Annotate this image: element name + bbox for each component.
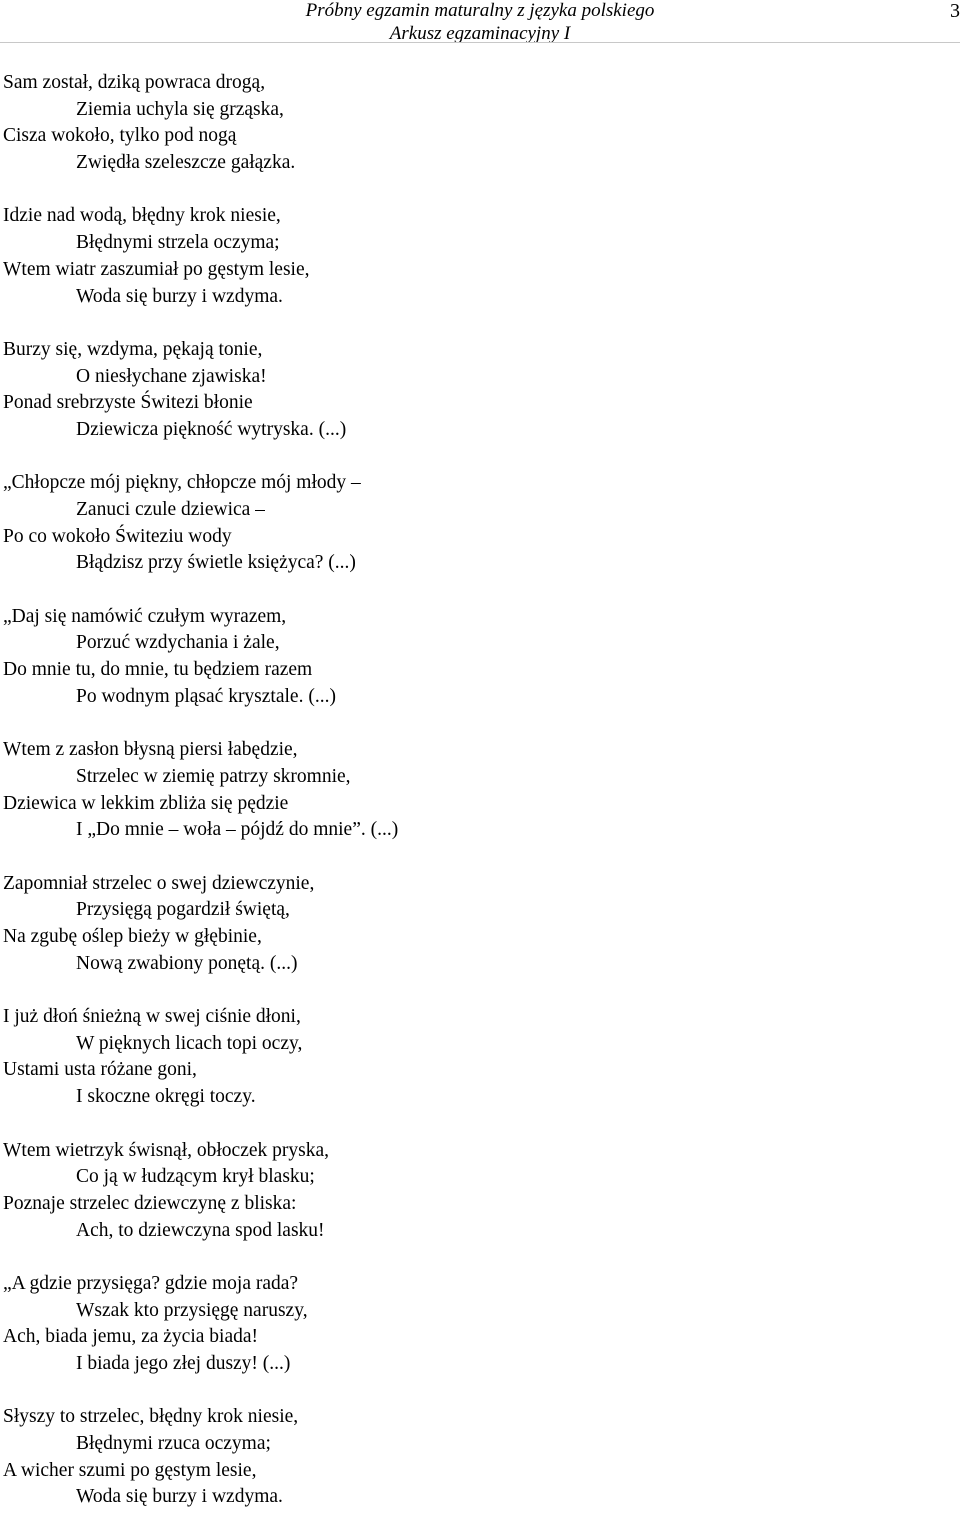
poem-line: Wszak kto przysięgę naruszy, bbox=[76, 1299, 308, 1321]
poem-line: I „Do mnie – woła – pójdź do mnie”. (...) bbox=[76, 819, 399, 841]
poem-line: Burzy się, wzdyma, pękają tonie, bbox=[3, 338, 263, 360]
poem-line: Do mnie tu, do mnie, tu będziem razem bbox=[3, 659, 313, 681]
poem-line: Zapomniał strzelec o swej dziewczynie, bbox=[3, 872, 315, 894]
poem-line: A wicher szumi po gęstym lesie, bbox=[3, 1459, 257, 1481]
poem-line: Strzelec w ziemię patrzy skromnie, bbox=[76, 765, 351, 787]
stanza bbox=[3, 70, 953, 177]
poem-line: Idzie nad wodą, błędny krok niesie, bbox=[3, 205, 281, 227]
poem-line: I skoczne okręgi toczy. bbox=[76, 1086, 256, 1108]
stanza bbox=[3, 1004, 953, 1111]
poem-line: Wtem wietrzyk świsnął, obłoczek pryska, bbox=[3, 1139, 329, 1161]
stanza bbox=[3, 203, 953, 310]
poem-line: W pięknych licach topi oczy, bbox=[76, 1032, 303, 1054]
stanza bbox=[3, 1404, 953, 1511]
poem-line: Cisza wokoło, tylko pod nogą bbox=[3, 125, 237, 147]
poem-line: Błądzisz przy świetle księżyca? (...) bbox=[76, 552, 356, 574]
poem-line: Woda się burzy i wzdyma. bbox=[76, 285, 283, 307]
stanza bbox=[3, 1138, 953, 1245]
stanza bbox=[3, 737, 953, 844]
stanza bbox=[3, 1271, 953, 1378]
poem-line: Błędnymi rzuca oczyma; bbox=[76, 1433, 271, 1455]
poem-line: „A gdzie przysięga? gdzie moja rada? bbox=[3, 1272, 299, 1294]
poem-line: Przysięgą pogardził świętą, bbox=[76, 899, 290, 921]
poem-line: Ach, biada jemu, za życia biada! bbox=[3, 1326, 258, 1348]
poem-line: Poznaje strzelec dziewczynę z bliska: bbox=[3, 1192, 297, 1214]
poem-line: Ponad srebrzyste Świtezi błonie bbox=[3, 392, 253, 414]
poem-line: Wtem wiatr zaszumiał po gęstym lesie, bbox=[3, 258, 310, 280]
poem-line: „Daj się namówić czułym wyrazem, bbox=[3, 605, 287, 627]
poem-line: O niesłychane zjawiska! bbox=[76, 365, 267, 387]
poem-line: Dziewica w lekkim zbliża się pędzie bbox=[3, 792, 289, 814]
poem-line: Zwiędła szeleszcze gałązka. bbox=[76, 152, 296, 174]
poem-line: Ziemia uchyla się grząska, bbox=[76, 98, 284, 120]
poem-line: Na zgubę oślep bieży w głębinie, bbox=[3, 926, 262, 947]
poem-line: Słyszy to strzelec, błędny krok niesie, bbox=[3, 1406, 299, 1428]
poem-line: Woda się burzy i wzdyma. bbox=[76, 1486, 283, 1508]
poem-line: Sam został, dziką powraca drogą, bbox=[3, 72, 266, 93]
poem-line: „Chłopcze mój piękny, chłopcze mój młody – bbox=[3, 472, 361, 494]
page-header bbox=[0, 0, 960, 44]
poem-line: Co ją w łudzącym krył blasku; bbox=[76, 1166, 315, 1188]
poem-line: Po co wokoło Świteziu wody bbox=[3, 525, 232, 547]
stanza bbox=[3, 470, 953, 577]
poem-line: Ustami usta różane goni, bbox=[3, 1059, 197, 1081]
poem-line: Błędnymi strzela oczyma; bbox=[76, 232, 280, 254]
stanza bbox=[3, 871, 953, 978]
poem-text bbox=[3, 70, 953, 1538]
poem-line: Ach, to dziewczyna spod lasku! bbox=[76, 1219, 325, 1241]
poem-line: Wtem z zasłon błysną piersi łabędzie, bbox=[3, 739, 298, 761]
stanza bbox=[3, 604, 953, 711]
poem-line: Po wodnym pląsać krysztale. (...) bbox=[76, 685, 336, 707]
page-number: 3 bbox=[950, 0, 960, 22]
stanza bbox=[3, 337, 953, 444]
poem-line: Zanuci czule dziewica – bbox=[76, 499, 265, 520]
exam-title: Próbny egzamin maturalny z języka polskiego bbox=[305, 0, 655, 21]
poem-line: Nową zwabiony ponętą. (...) bbox=[76, 952, 298, 974]
exam-sheet-title: Arkusz egzaminacyjny I bbox=[389, 23, 571, 44]
poem-line: Dziewicza piękność wytryska. (...) bbox=[76, 418, 347, 440]
poem-line: I biada jego złej duszy! (...) bbox=[76, 1353, 291, 1374]
poem-line: I już dłoń śnieżną w swej ciśnie dłoni, bbox=[3, 1006, 301, 1028]
header-divider bbox=[0, 42, 960, 43]
poem-line: Porzuć wzdychania i żale, bbox=[76, 632, 280, 654]
